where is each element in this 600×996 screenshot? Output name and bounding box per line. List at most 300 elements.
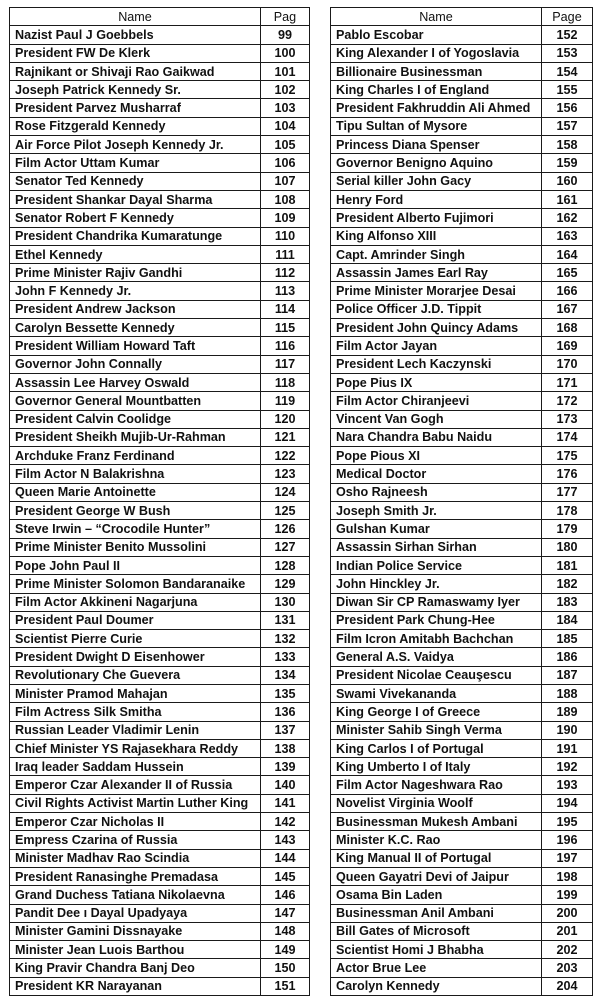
right-row-name: Serial killer John Gacy [331, 172, 542, 190]
right-table-row [331, 739, 593, 757]
right-row-page: 201 [542, 922, 593, 940]
right-table-row [331, 794, 593, 812]
left-row-name: Empress Czarina of Russia [10, 831, 261, 849]
right-table-row [331, 62, 593, 80]
right-row-page: 198 [542, 867, 593, 885]
left-table-row [10, 776, 310, 794]
right-row-page: 189 [542, 703, 593, 721]
right-row-page: 177 [542, 483, 593, 501]
right-row-page: 194 [542, 794, 593, 812]
right-row-name: Film Icron Amitabh Bachchan [331, 630, 542, 648]
left-row-page: 149 [261, 941, 310, 959]
left-row-page: 105 [261, 136, 310, 154]
left-row-name: Minister Jean Luois Barthou [10, 941, 261, 959]
left-table-row [10, 136, 310, 154]
right-table-row [331, 319, 593, 337]
left-table-row [10, 684, 310, 702]
left-row-name: Governor John Connally [10, 355, 261, 373]
right-row-name: Assassin Sirhan Sirhan [331, 538, 542, 556]
left-row-page: 146 [261, 886, 310, 904]
right-row-page: 197 [542, 849, 593, 867]
right-row-page: 169 [542, 337, 593, 355]
left-row-page: 102 [261, 81, 310, 99]
right-row-name: Nara Chandra Babu Naidu [331, 428, 542, 446]
right-row-page: 160 [542, 172, 593, 190]
right-row-name: General A.S. Vaidya [331, 648, 542, 666]
right-table-row [331, 483, 593, 501]
right-row-page: 187 [542, 666, 593, 684]
right-row-page: 171 [542, 373, 593, 391]
right-row-name: Gulshan Kumar [331, 520, 542, 538]
right-table-row [331, 575, 593, 593]
left-table-row [10, 758, 310, 776]
left-row-page: 125 [261, 502, 310, 520]
right-table-row [331, 81, 593, 99]
right-table-row [331, 44, 593, 62]
left-row-page: 130 [261, 593, 310, 611]
left-row-page: 143 [261, 831, 310, 849]
left-row-page: 124 [261, 483, 310, 501]
left-row-page: 134 [261, 666, 310, 684]
right-row-page: 168 [542, 319, 593, 337]
left-row-name: President KR Narayanan [10, 977, 261, 995]
right-table-row [331, 849, 593, 867]
left-row-name: Ethel Kennedy [10, 245, 261, 263]
left-table-row [10, 611, 310, 629]
left-row-name: President George W Bush [10, 502, 261, 520]
right-row-name: President John Quincy Adams [331, 319, 542, 337]
left-row-page: 107 [261, 172, 310, 190]
left-row-name: President Parvez Musharraf [10, 99, 261, 117]
left-row-name: Pope John Paul II [10, 556, 261, 574]
left-row-name: Assassin Lee Harvey Oswald [10, 373, 261, 391]
left-row-name: Senator Robert F Kennedy [10, 209, 261, 227]
left-row-page: 151 [261, 977, 310, 995]
right-row-name: President Nicolae Ceauşescu [331, 666, 542, 684]
left-table-row [10, 941, 310, 959]
left-row-name: Film Actor N Balakrishna [10, 465, 261, 483]
right-row-page: 183 [542, 593, 593, 611]
right-row-name: Tipu Sultan of Mysore [331, 117, 542, 135]
right-row-name: King George I of Greece [331, 703, 542, 721]
left-header-row [10, 8, 310, 26]
right-row-page: 186 [542, 648, 593, 666]
right-table-row [331, 831, 593, 849]
right-row-name: Bill Gates of Microsoft [331, 922, 542, 940]
right-row-name: King Carlos I of Portugal [331, 739, 542, 757]
right-table-row [331, 867, 593, 885]
right-table-row [331, 904, 593, 922]
right-table-row [331, 190, 593, 208]
right-row-name: Medical Doctor [331, 465, 542, 483]
right-table-row [331, 813, 593, 831]
left-table-row [10, 849, 310, 867]
left-table-row [10, 648, 310, 666]
right-row-name: Pope Pious XI [331, 447, 542, 465]
left-row-page: 121 [261, 428, 310, 446]
right-row-name: King Umberto I of Italy [331, 758, 542, 776]
left-table-row [10, 282, 310, 300]
right-table-row [331, 99, 593, 117]
left-table-row [10, 483, 310, 501]
right-row-page: 156 [542, 99, 593, 117]
left-row-page: 128 [261, 556, 310, 574]
right-row-name: Actor Brue Lee [331, 959, 542, 977]
right-row-page: 175 [542, 447, 593, 465]
left-table-row [10, 81, 310, 99]
left-row-name: President Calvin Coolidge [10, 410, 261, 428]
left-table-row [10, 666, 310, 684]
right-table-row [331, 355, 593, 373]
left-row-name: Film Actor Akkineni Nagarjuna [10, 593, 261, 611]
right-header-row [331, 8, 593, 26]
right-table-row [331, 245, 593, 263]
left-row-name: Prime Minister Solomon Bandaranaike [10, 575, 261, 593]
left-row-page: 145 [261, 867, 310, 885]
right-row-name: Film Actor Jayan [331, 337, 542, 355]
left-row-page: 147 [261, 904, 310, 922]
left-row-page: 129 [261, 575, 310, 593]
right-table-body [331, 26, 593, 996]
right-row-page: 164 [542, 245, 593, 263]
left-table-row [10, 62, 310, 80]
left-table-row [10, 703, 310, 721]
right-row-page: 176 [542, 465, 593, 483]
left-table-row [10, 867, 310, 885]
right-page-header: Page [542, 8, 593, 26]
right-row-name: Minister Sahib Singh Verma [331, 721, 542, 739]
left-row-page: 109 [261, 209, 310, 227]
right-table-row [331, 154, 593, 172]
right-row-name: Vincent Van Gogh [331, 410, 542, 428]
right-row-name: Swami Vivekananda [331, 684, 542, 702]
left-table-row [10, 373, 310, 391]
right-row-name: President Alberto Fujimori [331, 209, 542, 227]
left-row-name: Queen Marie Antoinette [10, 483, 261, 501]
right-row-name: Pope Pius IX [331, 373, 542, 391]
right-table-row [331, 886, 593, 904]
left-row-name: Revolutionary Che Guevera [10, 666, 261, 684]
left-row-name: Senator Ted Kennedy [10, 172, 261, 190]
left-row-page: 100 [261, 44, 310, 62]
left-row-page: 113 [261, 282, 310, 300]
right-table-row [331, 593, 593, 611]
right-row-name: Queen Gayatri Devi of Jaipur [331, 867, 542, 885]
right-row-page: 165 [542, 264, 593, 282]
right-table-row [331, 227, 593, 245]
right-table-row [331, 136, 593, 154]
right-row-page: 163 [542, 227, 593, 245]
right-table-row [331, 447, 593, 465]
right-table-row [331, 648, 593, 666]
right-row-name: Businessman Anil Ambani [331, 904, 542, 922]
left-row-name: Grand Duchess Tatiana Nikolaevna [10, 886, 261, 904]
left-row-name: Rajnikant or Shivaji Rao Gaikwad [10, 62, 261, 80]
left-row-page: 137 [261, 721, 310, 739]
right-row-page: 180 [542, 538, 593, 556]
left-table-row [10, 26, 310, 44]
right-row-page: 172 [542, 392, 593, 410]
right-row-page: 170 [542, 355, 593, 373]
right-table-row [331, 172, 593, 190]
right-row-page: 166 [542, 282, 593, 300]
right-row-page: 167 [542, 300, 593, 318]
right-row-page: 191 [542, 739, 593, 757]
right-row-name: Diwan Sir CP Ramaswamy Iyer [331, 593, 542, 611]
left-row-name: President Paul Doumer [10, 611, 261, 629]
left-row-name: Carolyn Bessette Kennedy [10, 319, 261, 337]
right-row-page: 159 [542, 154, 593, 172]
left-row-page: 135 [261, 684, 310, 702]
left-row-page: 141 [261, 794, 310, 812]
left-row-page: 120 [261, 410, 310, 428]
right-row-name: Minister K.C. Rao [331, 831, 542, 849]
right-row-page: 203 [542, 959, 593, 977]
left-row-page: 150 [261, 959, 310, 977]
left-table-row [10, 886, 310, 904]
right-table-row [331, 611, 593, 629]
left-row-name: Nazist Paul J Goebbels [10, 26, 261, 44]
left-row-page: 142 [261, 813, 310, 831]
left-row-name: John F Kennedy Jr. [10, 282, 261, 300]
right-row-name: Assassin James Earl Ray [331, 264, 542, 282]
right-row-page: 181 [542, 556, 593, 574]
left-row-name: Governor General Mountbatten [10, 392, 261, 410]
left-row-name: President Dwight D Eisenhower [10, 648, 261, 666]
right-table-row [331, 776, 593, 794]
right-table-row [331, 520, 593, 538]
left-row-page: 139 [261, 758, 310, 776]
left-row-page: 114 [261, 300, 310, 318]
left-table-row [10, 190, 310, 208]
right-row-page: 199 [542, 886, 593, 904]
left-row-page: 111 [261, 245, 310, 263]
left-page-header: Pag [261, 8, 310, 26]
left-table-row [10, 319, 310, 337]
right-row-page: 204 [542, 977, 593, 995]
left-table-row [10, 99, 310, 117]
left-table-row [10, 721, 310, 739]
left-table-row [10, 520, 310, 538]
right-table-row [331, 684, 593, 702]
left-row-page: 126 [261, 520, 310, 538]
left-row-name: Russian Leader Vladimir Lenin [10, 721, 261, 739]
left-index-table [9, 7, 310, 996]
left-table-row [10, 154, 310, 172]
left-row-page: 117 [261, 355, 310, 373]
right-row-page: 162 [542, 209, 593, 227]
right-row-name: Pablo Escobar [331, 26, 542, 44]
right-row-page: 178 [542, 502, 593, 520]
left-table-row [10, 959, 310, 977]
right-row-name: Joseph Smith Jr. [331, 502, 542, 520]
left-row-name: Scientist Pierre Curie [10, 630, 261, 648]
left-row-page: 132 [261, 630, 310, 648]
left-table-row [10, 575, 310, 593]
right-row-page: 154 [542, 62, 593, 80]
right-table-row [331, 26, 593, 44]
left-row-name: President Shankar Dayal Sharma [10, 190, 261, 208]
left-row-page: 108 [261, 190, 310, 208]
left-row-name: Civil Rights Activist Martin Luther King [10, 794, 261, 812]
right-table-row [331, 117, 593, 135]
left-row-page: 119 [261, 392, 310, 410]
left-row-page: 101 [261, 62, 310, 80]
right-row-name: Novelist Virginia Woolf [331, 794, 542, 812]
left-row-page: 148 [261, 922, 310, 940]
right-row-page: 155 [542, 81, 593, 99]
right-row-page: 195 [542, 813, 593, 831]
left-table-row [10, 300, 310, 318]
right-row-name: Police Officer J.D. Tippit [331, 300, 542, 318]
right-table-row [331, 465, 593, 483]
left-table-row [10, 813, 310, 831]
left-name-header: Name [10, 8, 261, 26]
left-row-page: 104 [261, 117, 310, 135]
left-row-name: Minister Madhav Rao Scindia [10, 849, 261, 867]
left-row-page: 123 [261, 465, 310, 483]
left-row-page: 127 [261, 538, 310, 556]
left-row-name: President Ranasinghe Premadasa [10, 867, 261, 885]
right-row-name: President Lech Kaczynski [331, 355, 542, 373]
right-table-row [331, 630, 593, 648]
left-row-name: Archduke Franz Ferdinand [10, 447, 261, 465]
left-table-body [10, 26, 310, 996]
left-row-page: 118 [261, 373, 310, 391]
left-row-page: 106 [261, 154, 310, 172]
right-row-page: 192 [542, 758, 593, 776]
left-row-page: 131 [261, 611, 310, 629]
left-row-page: 122 [261, 447, 310, 465]
right-row-page: 202 [542, 941, 593, 959]
right-table-row [331, 721, 593, 739]
left-table-row [10, 831, 310, 849]
right-row-name: Capt. Amrinder Singh [331, 245, 542, 263]
right-row-page: 188 [542, 684, 593, 702]
right-row-name: King Manual II of Portugal [331, 849, 542, 867]
right-row-page: 196 [542, 831, 593, 849]
right-row-page: 173 [542, 410, 593, 428]
right-table-row [331, 300, 593, 318]
right-table-row [331, 282, 593, 300]
right-row-page: 153 [542, 44, 593, 62]
right-row-name: Henry Ford [331, 190, 542, 208]
left-table-row [10, 355, 310, 373]
right-row-name: Billionaire Businessman [331, 62, 542, 80]
right-table-row [331, 428, 593, 446]
right-row-page: 161 [542, 190, 593, 208]
left-table-row [10, 227, 310, 245]
right-row-name: John Hinckley Jr. [331, 575, 542, 593]
left-row-name: Steve Irwin – “Crocodile Hunter” [10, 520, 261, 538]
right-table-row [331, 556, 593, 574]
left-row-name: Minister Pramod Mahajan [10, 684, 261, 702]
left-row-name: President Sheikh Mujib-Ur-Rahman [10, 428, 261, 446]
right-row-name: President Park Chung-Hee [331, 611, 542, 629]
right-table-row [331, 502, 593, 520]
left-row-page: 138 [261, 739, 310, 757]
left-table-row [10, 465, 310, 483]
left-table-row [10, 538, 310, 556]
right-name-header: Name [331, 8, 542, 26]
right-row-page: 185 [542, 630, 593, 648]
left-table-row [10, 556, 310, 574]
left-table-row [10, 977, 310, 995]
left-row-page: 115 [261, 319, 310, 337]
right-row-name: Governor Benigno Aquino [331, 154, 542, 172]
left-table-row [10, 739, 310, 757]
right-table-row [331, 703, 593, 721]
right-table-row [331, 337, 593, 355]
left-table-row [10, 593, 310, 611]
left-row-page: 116 [261, 337, 310, 355]
right-table-row [331, 666, 593, 684]
right-table-row [331, 264, 593, 282]
left-row-name: Iraq leader Saddam Hussein [10, 758, 261, 776]
left-row-name: President Andrew Jackson [10, 300, 261, 318]
right-row-name: Osama Bin Laden [331, 886, 542, 904]
left-row-name: President William Howard Taft [10, 337, 261, 355]
right-row-name: Film Actor Chiranjeevi [331, 392, 542, 410]
left-table-row [10, 794, 310, 812]
left-row-name: Prime Minister Benito Mussolini [10, 538, 261, 556]
left-table-row [10, 264, 310, 282]
left-table-row [10, 337, 310, 355]
left-row-name: Chief Minister YS Rajasekhara Reddy [10, 739, 261, 757]
left-row-name: Film Actor Uttam Kumar [10, 154, 261, 172]
left-row-page: 112 [261, 264, 310, 282]
right-table-row [331, 209, 593, 227]
right-row-page: 190 [542, 721, 593, 739]
left-row-name: Pandit Dee ı Dayal Upadyaya [10, 904, 261, 922]
left-row-name: Rose Fitzgerald Kennedy [10, 117, 261, 135]
left-row-page: 144 [261, 849, 310, 867]
left-table-row [10, 209, 310, 227]
left-row-name: President Chandrika Kumaratunge [10, 227, 261, 245]
left-row-page: 133 [261, 648, 310, 666]
right-row-name: King Alfonso XIII [331, 227, 542, 245]
right-index-table [330, 7, 593, 996]
right-row-page: 184 [542, 611, 593, 629]
left-row-name: Prime Minister Rajiv Gandhi [10, 264, 261, 282]
right-row-page: 179 [542, 520, 593, 538]
left-row-page: 99 [261, 26, 310, 44]
left-row-name: Emperor Czar Alexander II of Russia [10, 776, 261, 794]
left-table-row [10, 392, 310, 410]
right-row-name: Princess Diana Spenser [331, 136, 542, 154]
left-row-name: President FW De Klerk [10, 44, 261, 62]
left-row-name: Air Force Pilot Joseph Kennedy Jr. [10, 136, 261, 154]
left-row-page: 136 [261, 703, 310, 721]
left-table-row [10, 922, 310, 940]
left-row-name: Film Actress Silk Smitha [10, 703, 261, 721]
right-table-row [331, 538, 593, 556]
left-table-row [10, 44, 310, 62]
right-row-name: Scientist Homi J Bhabha [331, 941, 542, 959]
left-row-name: Emperor Czar Nicholas II [10, 813, 261, 831]
left-table-row [10, 245, 310, 263]
right-row-name: Film Actor Nageshwara Rao [331, 776, 542, 794]
right-table-row [331, 392, 593, 410]
right-row-name: President Fakhruddin Ali Ahmed [331, 99, 542, 117]
right-table-row [331, 373, 593, 391]
left-table-row [10, 172, 310, 190]
left-row-name: Joseph Patrick Kennedy Sr. [10, 81, 261, 99]
right-row-page: 182 [542, 575, 593, 593]
left-row-name: King Pravir Chandra Banj Deo [10, 959, 261, 977]
right-table-row [331, 941, 593, 959]
right-table-row [331, 922, 593, 940]
